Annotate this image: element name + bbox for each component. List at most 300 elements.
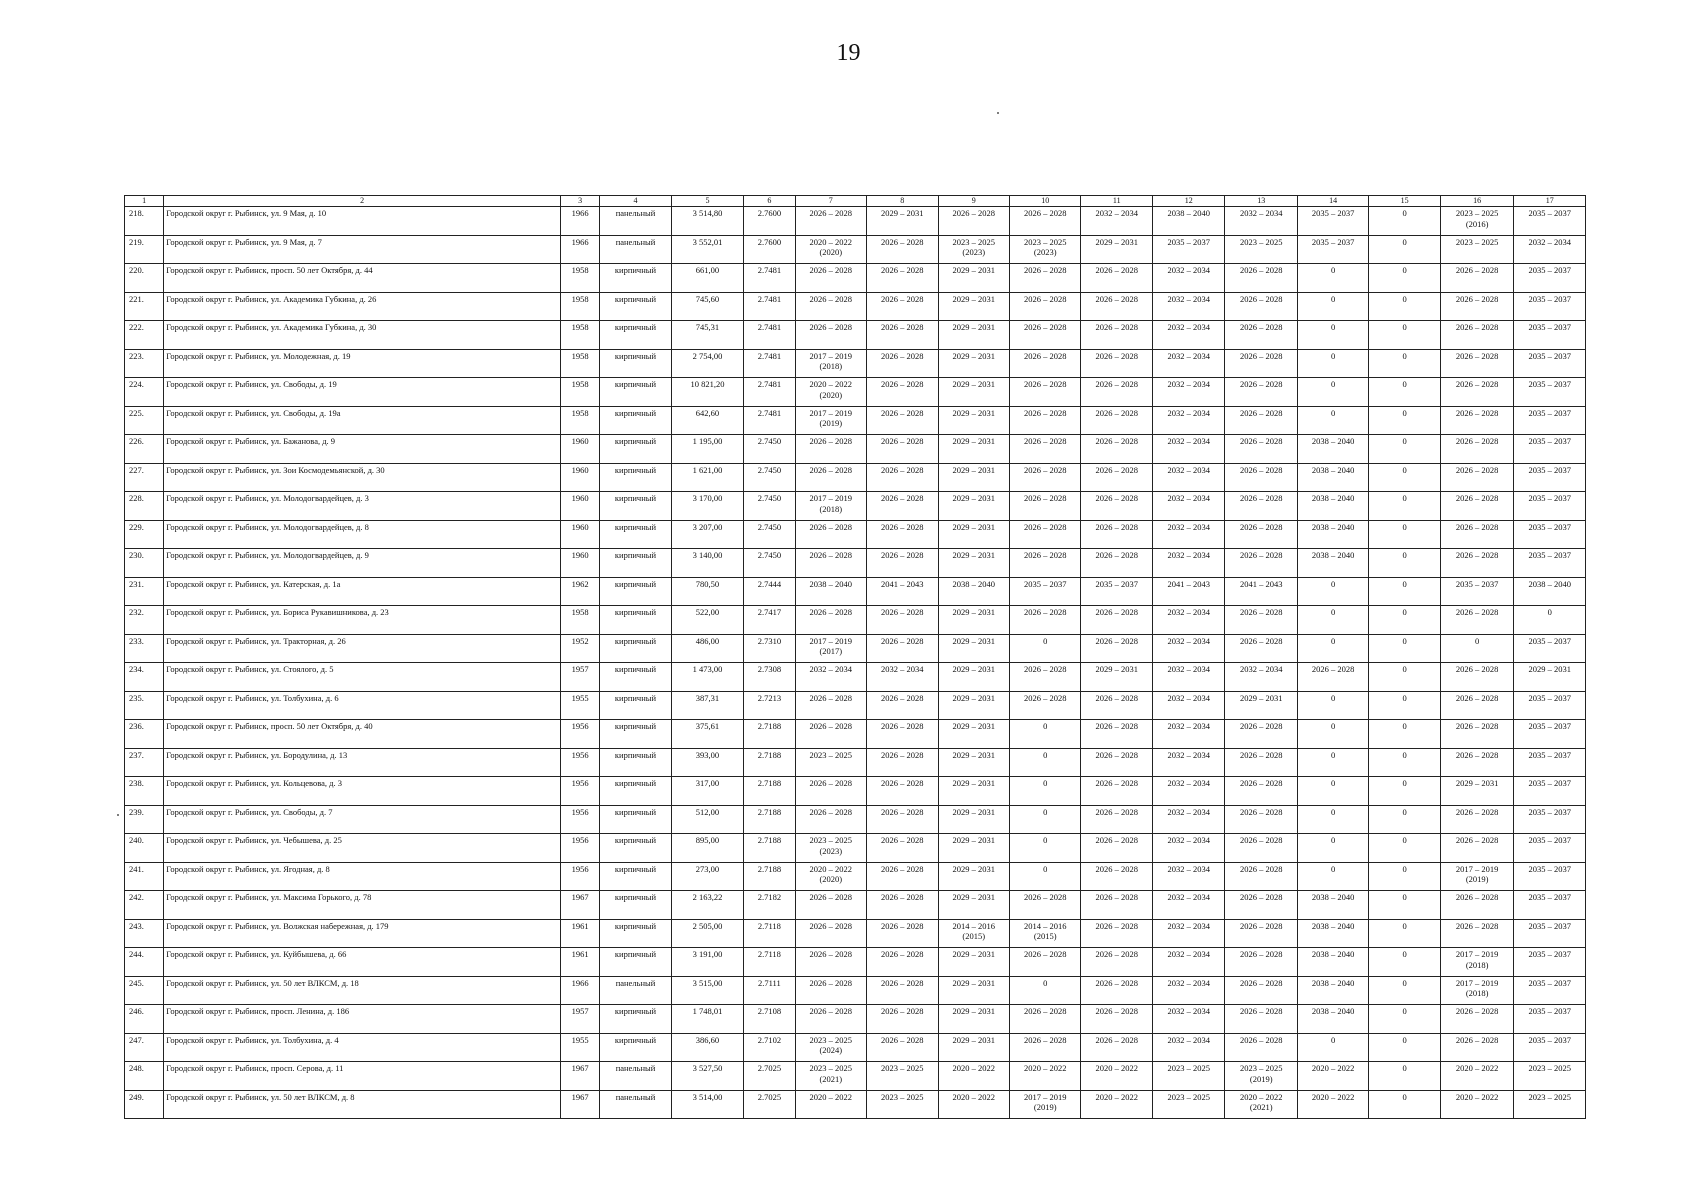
period-col-9-cell <box>938 606 1009 635</box>
period-col-9-cell <box>938 1033 1009 1062</box>
period-col-13-text: 2023 – 2025 (2019) <box>1239 1063 1283 1084</box>
period-col-10-cell <box>1010 207 1081 236</box>
period-col-16-cell <box>1440 549 1514 578</box>
column-number-header: 1 <box>125 196 164 207</box>
rating-cell <box>744 891 795 920</box>
wall-material-text: кирпичный <box>614 436 657 446</box>
area-cell <box>671 1033 743 1062</box>
period-col-11-text: 2026 – 2028 <box>1095 749 1138 760</box>
period-col-9-text: 2029 – 2031 <box>952 550 995 560</box>
wall-material-text: кирпичный <box>614 322 657 332</box>
year-built-cell <box>560 406 599 435</box>
period-col-10-text: 2026 – 2028 <box>1023 664 1067 674</box>
period-col-12-text: 2032 – 2034 <box>1167 835 1210 845</box>
area-cell <box>671 207 743 236</box>
wall-material-text: кирпичный <box>614 635 657 646</box>
address-cell <box>164 207 561 236</box>
year-built-cell <box>560 720 599 749</box>
period-col-16-cell <box>1440 520 1514 549</box>
value-col-15-cell <box>1369 606 1440 635</box>
period-col-14-cell <box>1297 378 1368 407</box>
period-col-12-text: 2032 – 2034 <box>1167 521 1210 532</box>
period-col-11-cell <box>1081 264 1152 293</box>
address-text: Городской округ г. Рыбинск, ул. Ягодная, д. 8 <box>166 863 330 874</box>
wall-material-text: кирпичный <box>614 806 657 817</box>
period-col-17-cell <box>1514 948 1586 977</box>
row-number-text: 226. <box>129 436 144 446</box>
period-col-10-text: 2026 – 2028 <box>1023 949 1067 959</box>
period-col-17-cell <box>1514 691 1586 720</box>
period-col-14-cell <box>1297 606 1368 635</box>
period-col-13-text: 2026 – 2028 <box>1239 350 1283 361</box>
period-col-17-text: 2023 – 2025 <box>1528 1063 1571 1073</box>
period-col-11-text: 2026 – 2028 <box>1095 407 1138 418</box>
table-row <box>125 520 1586 549</box>
period-col-11-cell <box>1081 862 1152 891</box>
area-text: 2 505,00 <box>692 920 723 931</box>
area-text: 2 754,00 <box>692 350 723 361</box>
period-col-11-text: 2020 – 2022 <box>1095 1091 1138 1102</box>
period-col-14-text: 2020 – 2022 <box>1311 1091 1355 1102</box>
period-col-17-text: 2029 – 2031 <box>1528 664 1571 674</box>
period-col-13-cell <box>1225 1090 1297 1119</box>
rating-cell <box>744 1005 795 1034</box>
row-number-text: 223. <box>129 350 144 361</box>
period-col-12-cell <box>1152 235 1224 264</box>
period-col-17-text: 2035 – 2037 <box>1528 208 1571 218</box>
period-col-16-cell <box>1440 834 1514 863</box>
area-text: 3 514,00 <box>692 1091 723 1102</box>
row-number-cell <box>125 264 164 293</box>
row-number-text: 242. <box>129 892 144 902</box>
period-col-13-cell <box>1225 777 1297 806</box>
wall-material-text: кирпичный <box>614 607 657 617</box>
row-number-text: 234. <box>129 664 144 674</box>
rating-text: 2.7450 <box>757 493 782 503</box>
period-col-16-cell <box>1440 1005 1514 1034</box>
period-col-11-cell <box>1081 292 1152 321</box>
period-col-11-text: 2026 – 2028 <box>1095 778 1138 788</box>
area-cell <box>671 577 743 606</box>
rating-text: 2.7188 <box>757 863 782 874</box>
rating-cell <box>744 805 795 834</box>
period-col-11-text: 2026 – 2028 <box>1095 892 1138 902</box>
period-col-11-cell <box>1081 1090 1152 1119</box>
rating-text: 2.7118 <box>757 949 781 959</box>
period-col-7-text: 2026 – 2028 <box>809 806 853 817</box>
period-col-17-cell <box>1514 777 1586 806</box>
period-col-9-text: 2029 – 2031 <box>952 635 995 646</box>
row-number-cell <box>125 748 164 777</box>
period-col-13-text: 2026 – 2028 <box>1239 464 1283 475</box>
table-row <box>125 549 1586 578</box>
year-built-cell <box>560 378 599 407</box>
period-col-10-cell <box>1010 321 1081 350</box>
rating-text: 2.7025 <box>757 1063 782 1073</box>
rating-text: 2.7481 <box>757 265 782 275</box>
period-col-7-text: 2026 – 2028 <box>809 949 853 959</box>
period-col-9-text: 2029 – 2031 <box>952 806 995 817</box>
address-text: Городской округ г. Рыбинск, просп. Серова, д. 11 <box>166 1063 344 1073</box>
value-col-15-text: 0 <box>1402 863 1407 874</box>
period-col-8-text: 2026 – 2028 <box>881 949 924 959</box>
period-col-13-text: 2026 – 2028 <box>1239 407 1283 418</box>
period-col-16-text: 2026 – 2028 <box>1455 493 1499 503</box>
wall-material-cell <box>600 1062 671 1091</box>
value-col-15-text: 0 <box>1402 436 1407 446</box>
period-col-13-cell <box>1225 235 1297 264</box>
year-built-cell <box>560 577 599 606</box>
period-col-9-cell <box>938 1005 1009 1034</box>
period-col-7-cell <box>795 435 866 464</box>
address-text: Городской округ г. Рыбинск, ул. Молодогвардейцев, д. 3 <box>166 493 369 503</box>
period-col-17-text: 2035 – 2037 <box>1528 920 1571 931</box>
period-col-16-text: 2035 – 2037 <box>1455 578 1499 589</box>
rating-cell <box>744 577 795 606</box>
value-col-15-text: 0 <box>1402 322 1407 332</box>
value-col-15-cell <box>1369 349 1440 378</box>
address-cell <box>164 235 561 264</box>
period-col-17-text: 2035 – 2037 <box>1528 493 1571 503</box>
period-col-7-cell <box>795 378 866 407</box>
period-col-12-text: 2032 – 2034 <box>1167 977 1210 988</box>
period-col-8-text: 2026 – 2028 <box>881 977 924 988</box>
period-col-8-cell <box>867 1062 938 1091</box>
area-cell <box>671 691 743 720</box>
year-built-text: 1960 <box>571 521 589 532</box>
period-col-16-cell <box>1440 691 1514 720</box>
period-col-16-cell <box>1440 406 1514 435</box>
area-cell <box>671 663 743 692</box>
period-col-8-cell <box>867 549 938 578</box>
period-col-13-cell <box>1225 862 1297 891</box>
year-built-text: 1956 <box>571 863 589 874</box>
value-col-15-text: 0 <box>1402 521 1407 532</box>
period-col-13-text: 2026 – 2028 <box>1239 920 1283 931</box>
value-col-15-text: 0 <box>1402 607 1407 617</box>
year-built-cell <box>560 292 599 321</box>
wall-material-text: кирпичный <box>614 493 657 503</box>
period-col-12-text: 2032 – 2034 <box>1167 892 1210 902</box>
wall-material-cell <box>600 1005 671 1034</box>
column-number-header: 7 <box>795 196 866 207</box>
table-row <box>125 634 1586 663</box>
period-col-13-cell <box>1225 463 1297 492</box>
area-cell <box>671 948 743 977</box>
year-built-cell <box>560 919 599 948</box>
period-col-14-text: 0 <box>1331 835 1336 845</box>
row-number-text: 233. <box>129 635 144 646</box>
period-col-13-text: 2026 – 2028 <box>1239 863 1283 874</box>
period-col-7-text: 2023 – 2025 <box>809 749 853 760</box>
rating-text: 2.7450 <box>757 436 782 446</box>
period-col-13-cell <box>1225 549 1297 578</box>
period-col-9-cell <box>938 748 1009 777</box>
period-col-16-text: 2026 – 2028 <box>1455 607 1499 617</box>
row-number-cell <box>125 834 164 863</box>
wall-material-text: кирпичный <box>614 1034 657 1045</box>
period-col-11-text: 2026 – 2028 <box>1095 1034 1138 1045</box>
wall-material-text: панельный <box>615 236 656 247</box>
year-built-cell <box>560 321 599 350</box>
period-col-12-cell <box>1152 435 1224 464</box>
table-row <box>125 406 1586 435</box>
period-col-12-cell <box>1152 720 1224 749</box>
period-col-14-cell <box>1297 1090 1368 1119</box>
rating-cell <box>744 976 795 1005</box>
period-col-14-text: 2038 – 2040 <box>1311 550 1355 560</box>
period-col-7-cell <box>795 948 866 977</box>
area-cell <box>671 919 743 948</box>
period-col-14-cell <box>1297 207 1368 236</box>
period-col-8-text: 2026 – 2028 <box>881 350 924 361</box>
period-col-13-text: 2023 – 2025 <box>1239 236 1283 247</box>
period-col-12-text: 2032 – 2034 <box>1167 350 1210 361</box>
wall-material-cell <box>600 235 671 264</box>
period-col-9-text: 2023 – 2025 (2023) <box>952 236 995 257</box>
period-col-8-cell <box>867 777 938 806</box>
period-col-16-text: 2026 – 2028 <box>1455 749 1499 760</box>
period-col-13-text: 2032 – 2034 <box>1239 208 1283 218</box>
row-number-text: 229. <box>129 521 144 532</box>
period-col-8-text: 2023 – 2025 <box>881 1063 924 1073</box>
year-built-cell <box>560 948 599 977</box>
year-built-text: 1960 <box>571 436 589 446</box>
table-row <box>125 235 1586 264</box>
period-col-16-text: 0 <box>1475 635 1480 646</box>
value-col-15-text: 0 <box>1402 635 1407 646</box>
area-text: 486,00 <box>695 635 720 646</box>
year-built-cell <box>560 1090 599 1119</box>
rating-text: 2.7025 <box>757 1091 782 1102</box>
period-col-14-cell <box>1297 976 1368 1005</box>
area-cell <box>671 292 743 321</box>
period-col-17-cell <box>1514 834 1586 863</box>
period-col-11-cell <box>1081 691 1152 720</box>
period-col-10-cell <box>1010 606 1081 635</box>
year-built-cell <box>560 492 599 521</box>
row-number-cell <box>125 976 164 1005</box>
period-col-9-cell <box>938 1062 1009 1091</box>
period-col-14-text: 0 <box>1331 350 1336 361</box>
rating-text: 2.7188 <box>757 721 782 731</box>
period-col-8-text: 2029 – 2031 <box>881 208 924 218</box>
period-col-16-text: 2017 – 2019 (2018) <box>1455 977 1499 998</box>
period-col-7-cell <box>795 1005 866 1034</box>
row-number-cell <box>125 549 164 578</box>
value-col-15-text: 0 <box>1402 208 1407 218</box>
period-col-16-text: 2029 – 2031 <box>1455 778 1499 788</box>
rating-text: 2.7600 <box>757 236 782 247</box>
address-text: Городской округ г. Рыбинск, ул. Куйбышева, д. 66 <box>166 949 347 959</box>
period-col-12-text: 2032 – 2034 <box>1167 322 1210 332</box>
rating-cell <box>744 463 795 492</box>
row-number-cell <box>125 1090 164 1119</box>
address-cell <box>164 1090 561 1119</box>
period-col-14-text: 0 <box>1331 407 1336 418</box>
period-col-13-cell <box>1225 805 1297 834</box>
wall-material-cell <box>600 292 671 321</box>
area-cell <box>671 1062 743 1091</box>
period-col-7-cell <box>795 577 866 606</box>
year-built-cell <box>560 805 599 834</box>
area-text: 10 821,20 <box>690 379 725 389</box>
rating-cell <box>744 862 795 891</box>
period-col-17-text: 2035 – 2037 <box>1528 863 1571 874</box>
period-col-10-cell <box>1010 235 1081 264</box>
row-number-cell <box>125 292 164 321</box>
row-number-text: 247. <box>129 1034 144 1045</box>
period-col-8-text: 2026 – 2028 <box>881 692 924 703</box>
period-col-12-cell <box>1152 748 1224 777</box>
period-col-17-cell <box>1514 748 1586 777</box>
period-col-12-text: 2041 – 2043 <box>1167 578 1210 589</box>
period-col-12-text: 2023 – 2025 <box>1167 1091 1210 1102</box>
row-number-cell <box>125 520 164 549</box>
period-col-11-cell <box>1081 919 1152 948</box>
area-cell <box>671 264 743 293</box>
period-col-12-cell <box>1152 492 1224 521</box>
value-col-15-text: 0 <box>1402 664 1407 674</box>
period-col-11-cell <box>1081 663 1152 692</box>
period-col-14-text: 0 <box>1331 607 1336 617</box>
period-col-8-text: 2026 – 2028 <box>881 806 924 817</box>
period-col-16-text: 2026 – 2028 <box>1455 550 1499 560</box>
row-number-text: 222. <box>129 322 144 332</box>
table-row <box>125 862 1586 891</box>
period-col-8-text: 2026 – 2028 <box>881 1006 924 1016</box>
period-col-7-text: 2026 – 2028 <box>809 265 853 275</box>
period-col-12-text: 2032 – 2034 <box>1167 379 1210 389</box>
period-col-7-text: 2038 – 2040 <box>809 578 853 589</box>
rating-text: 2.7481 <box>757 379 782 389</box>
area-cell <box>671 349 743 378</box>
value-col-15-text: 0 <box>1402 749 1407 760</box>
rating-cell <box>744 235 795 264</box>
address-cell <box>164 264 561 293</box>
year-built-text: 1958 <box>571 379 589 389</box>
area-text: 273,00 <box>695 863 720 874</box>
period-col-16-text: 2026 – 2028 <box>1455 692 1499 703</box>
period-col-11-text: 2026 – 2028 <box>1095 379 1138 389</box>
wall-material-cell <box>600 435 671 464</box>
period-col-10-cell <box>1010 435 1081 464</box>
period-col-10-text: 2026 – 2028 <box>1023 521 1067 532</box>
period-col-7-text: 2023 – 2025 (2023) <box>809 835 853 856</box>
period-col-8-cell <box>867 976 938 1005</box>
year-built-text: 1967 <box>571 1063 589 1073</box>
period-col-13-text: 2026 – 2028 <box>1239 949 1283 959</box>
area-text: 2 163,22 <box>692 892 723 902</box>
row-number-cell <box>125 349 164 378</box>
period-col-9-cell <box>938 406 1009 435</box>
wall-material-text: кирпичный <box>614 835 657 845</box>
period-col-12-cell <box>1152 834 1224 863</box>
rating-text: 2.7118 <box>757 920 781 931</box>
value-col-15-cell <box>1369 577 1440 606</box>
period-col-11-cell <box>1081 748 1152 777</box>
period-col-10-text: 0 <box>1043 635 1048 646</box>
year-built-text: 1966 <box>571 977 589 988</box>
address-cell <box>164 976 561 1005</box>
value-col-15-text: 0 <box>1402 692 1407 703</box>
period-col-14-cell <box>1297 1033 1368 1062</box>
row-number-cell <box>125 1033 164 1062</box>
row-number-cell <box>125 463 164 492</box>
period-col-8-text: 2023 – 2025 <box>881 1091 924 1102</box>
period-col-9-text: 2026 – 2028 <box>952 208 995 218</box>
year-built-cell <box>560 777 599 806</box>
period-col-8-text: 2026 – 2028 <box>881 863 924 874</box>
row-number-cell <box>125 691 164 720</box>
area-cell <box>671 606 743 635</box>
period-col-8-text: 2026 – 2028 <box>881 521 924 532</box>
wall-material-cell <box>600 862 671 891</box>
area-text: 780,50 <box>695 578 720 589</box>
period-col-7-cell <box>795 492 866 521</box>
table-row <box>125 492 1586 521</box>
period-col-8-cell <box>867 235 938 264</box>
period-col-9-cell <box>938 634 1009 663</box>
row-number-text: 239. <box>129 806 144 817</box>
period-col-13-text: 2026 – 2028 <box>1239 1034 1283 1045</box>
address-cell <box>164 549 561 578</box>
period-col-8-text: 2026 – 2028 <box>881 322 924 332</box>
period-col-11-text: 2026 – 2028 <box>1095 692 1138 703</box>
period-col-13-cell <box>1225 720 1297 749</box>
address-text: Городской округ г. Рыбинск, ул. Зои Космодемьянской, д. 30 <box>166 464 385 475</box>
period-col-11-text: 2026 – 2028 <box>1095 550 1138 560</box>
period-col-7-cell <box>795 834 866 863</box>
rating-cell <box>744 720 795 749</box>
address-cell <box>164 891 561 920</box>
period-col-8-text: 2026 – 2028 <box>881 550 924 560</box>
period-col-16-cell <box>1440 919 1514 948</box>
column-number-header: 5 <box>671 196 743 207</box>
period-col-9-text: 2029 – 2031 <box>952 464 995 475</box>
row-number-text: 244. <box>129 949 144 959</box>
rating-text: 2.7111 <box>758 977 781 988</box>
area-text: 375,61 <box>695 721 720 731</box>
period-col-11-text: 2029 – 2031 <box>1095 236 1138 247</box>
year-built-text: 1967 <box>571 1091 589 1102</box>
period-col-13-cell <box>1225 1005 1297 1034</box>
period-col-13-cell <box>1225 406 1297 435</box>
period-col-11-cell <box>1081 321 1152 350</box>
period-col-12-cell <box>1152 634 1224 663</box>
period-col-7-text: 2026 – 2028 <box>809 607 853 617</box>
area-text: 3 170,00 <box>692 493 723 503</box>
rating-text: 2.7481 <box>757 407 782 418</box>
year-built-text: 1956 <box>571 749 589 760</box>
value-col-15-text: 0 <box>1402 1034 1407 1045</box>
period-col-10-text: 2017 – 2019 (2019) <box>1023 1091 1067 1112</box>
period-col-10-cell <box>1010 264 1081 293</box>
period-col-9-cell <box>938 577 1009 606</box>
period-col-8-cell <box>867 1033 938 1062</box>
period-col-14-text: 2038 – 2040 <box>1311 521 1355 532</box>
address-cell <box>164 748 561 777</box>
period-col-8-cell <box>867 492 938 521</box>
period-col-11-cell <box>1081 492 1152 521</box>
address-cell <box>164 634 561 663</box>
row-number-text: 246. <box>129 1006 144 1016</box>
period-col-10-text: 2035 – 2037 <box>1023 578 1067 589</box>
period-col-9-cell <box>938 948 1009 977</box>
period-col-13-cell <box>1225 748 1297 777</box>
period-col-17-text: 2035 – 2037 <box>1528 806 1571 817</box>
period-col-14-cell <box>1297 663 1368 692</box>
